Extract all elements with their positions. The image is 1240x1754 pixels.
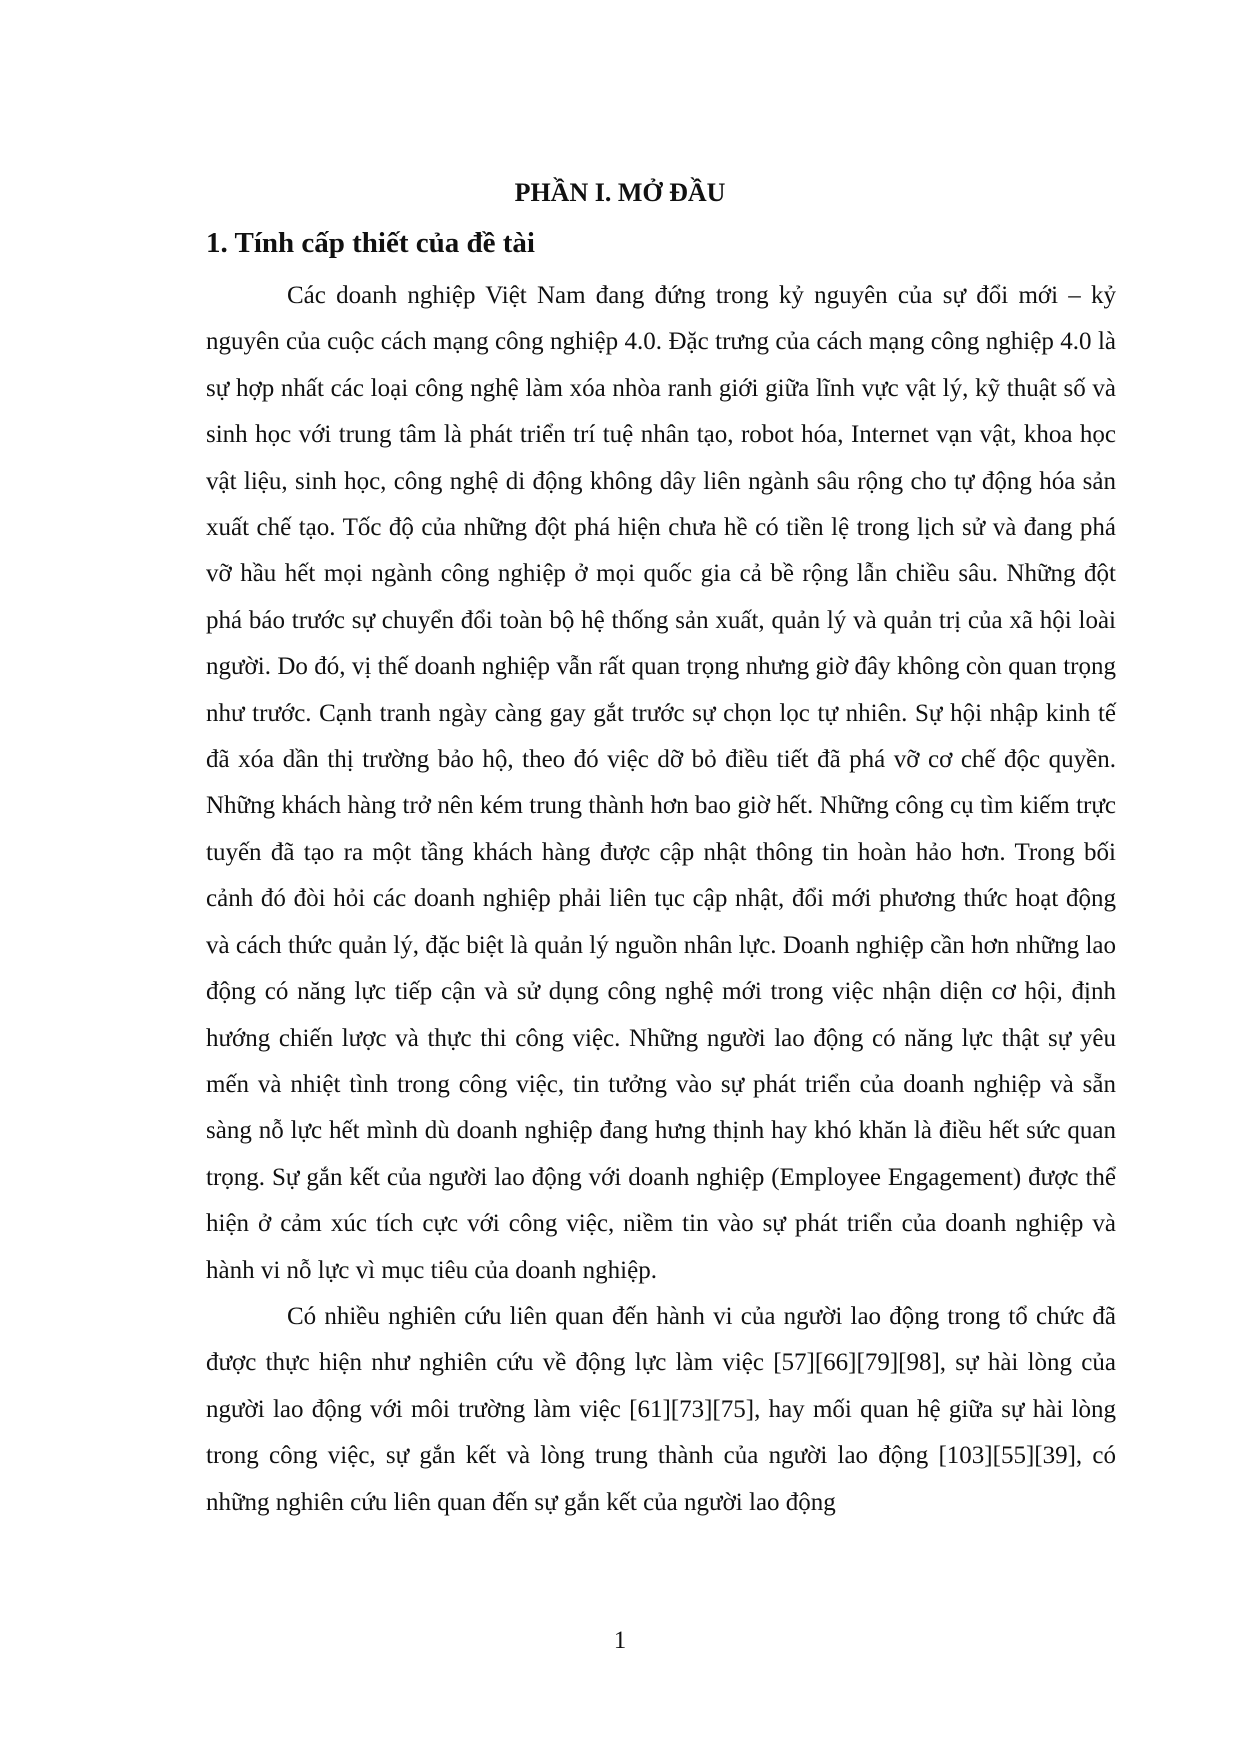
paragraph-1: Các doanh nghiệp Việt Nam đang đứng trong kỷ nguyên của sự đổi mới – kỷ nguyên của cuộc cách mạng công nghiệp 4.0. Đặc trưng của cách mạng công nghiệp 4.0 là sự hợp nhất các loại công nghệ làm xóa nhòa ranh giới giữa lĩnh vực vật lý, kỹ thuật số và sinh học với trung tâm là phát triển trí tuệ nhân tạo, robot hóa, Internet vạn vật, khoa học vật liệu, sinh học, công nghệ di động không dây liên ngành sâu rộng cho tự động hóa sản xuất chế tạo. Tốc độ của những đột phá hiện chưa hề có tiền lệ trong lịch sử và đang phá vỡ hầu hết mọi ngành công nghiệp ở mọi quốc gia cả bề rộng lẫn chiều sâu. Những đột phá báo trước sự chuyển đổi toàn bộ hệ thống sản xuất, quản lý và quản trị của xã hội loài người. Do đó, vị thế doanh nghiệp vẫn rất quan trọng nhưng giờ đây không còn quan trọng như trước. Cạnh tranh ngày càng gay gắt trước sự chọn lọc tự nhiên. Sự hội nhập kinh tế đã xóa dần thị trường bảo hộ, theo đó việc dỡ bỏ điều tiết đã phá vỡ cơ chế độc quyền. Những khách hàng trở nên kém trung thành hơn bao giờ hết. Những công cụ tìm kiếm trực tuyến đã tạo ra một tầng khách hàng được cập nhật thông tin hoàn hảo hơn. Trong bối cảnh đó đòi hỏi các doanh nghiệp phải liên tục cập nhật, đổi mới phương thức hoạt động và cách thức quản lý, đặc biệt là quản lý nguồn nhân lực. Doanh nghiệp cần hơn những lao động có năng lực tiếp cận và sử dụng công nghệ mới trong việc nhận diện cơ hội, định hướng chiến lược và thực thi công việc. Những người lao động có năng lực thật sự yêu mến và nhiệt tình trong công việc, tin tưởng vào sự phát triển của doanh nghiệp và sẵn sàng nỗ lực hết mình dù doanh nghiệp đang hưng thịnh hay khó khăn là điều hết sức quan trọng. Sự gắn kết của người lao động với doanh nghiệp (Employee Engagement) được thể hiện ở cảm xúc tích cực với công việc, niềm tin vào sự phát triển của doanh nghiệp và hành vi nỗ lực vì mục tiêu của doanh nghiệp. xyxy=(206,282,1116,1284)
body-text xyxy=(206,273,1116,1526)
paragraph-2: Có nhiều nghiên cứu liên quan đến hành vi của người lao động trong tổ chức đã được thực hiện như nghiên cứu về động lực làm việc [57][66][79][98], sự hài lòng của người lao động với môi trường làm việc [61][73][75], hay mối quan hệ giữa sự hài lòng trong công việc, sự gắn kết và lòng trung thành của người lao động [103][55][39], có những nghiên cứu liên quan đến sự gắn kết của người lao động xyxy=(206,1302,1116,1516)
page-number: 1 xyxy=(613,1627,627,1654)
section-heading: 1. Tính cấp thiết của đề tài xyxy=(206,227,535,259)
part-title: PHẦN I. MỞ ĐẦU xyxy=(514,178,726,207)
